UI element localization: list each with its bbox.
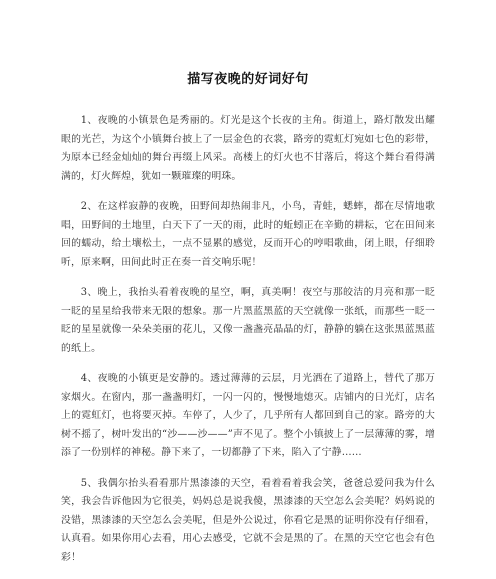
paragraph-4: 4、夜晚的小镇更是安静的。透过薄薄的云层，月光洒在了道路上，替代了那万家烟火。在窗内，那一盏盏明灯，一闪一闪的，慢慢地熄灭。店铺内的日光灯，店名上的霓虹灯，也将要灭掉。车停了，人少了，几乎所有人都回到自己的家。路旁的大树不摇了，树叶发出的“沙——沙——”声不见了。整个小镇披上了一层薄薄的雾，增添了一份别样的神秘。静下来了，一切都静了下来，陷入了宁静……: [61, 373, 435, 458]
paragraph-1: 1、夜晚的小镇景色是秀丽的。灯光是这个长夜的主角。街道上，路灯散发出耀眼的光芒，为这个小镇舞台披上了一层金色的衣裳，路旁的霓虹灯宛如七色的彩带，为原本已经金灿灿的舞台再缀上风采。高楼上的灯火也不甘落后，将这个舞台看得满满的，灯火辉煌，犹如一颗璀璨的明珠。: [61, 115, 435, 182]
paragraph-3: 3、晚上，我抬头看着夜晚的星空，啊，真美啊！夜空与那皎洁的月亮和那一眨一眨的星星给我带来无限的想象。那一片黑蓝黑蓝的天空就像一张纸，而那些一眨一眨的星星就像一朵朵美丽的花儿，又像一盏盏亮晶晶的灯，静静的躺在这张黑蓝黑蓝的纸上。: [61, 287, 435, 354]
document-body: [61, 112, 435, 579]
paragraph-2: 2、在这样寂静的夜晚，田野间却热闹非凡，小鸟，青蛙，蟋蟀，都在尽情地歌唱，田野间的土地里，白天下了一天的雨，此时的蚯蚓正在辛勤的耕耘，它在田间来回的蠕动，给土壤松土，一点不显累的感觉，反而开心的哼唱歌曲，闭上眼，仔细聆听，原来啊，田间此时正在奏一首交响乐呢！: [61, 201, 435, 268]
paragraph-5: 5、我偶尔抬头看看那片黑漆漆的天空，看着看着我会笑，爸爸总爱问我为什么笑，我会告诉他因为它很美，妈妈总是说我傻，黑漆漆的天空怎么会美呢？妈妈说的没错，黑漆漆的天空怎么会美呢，但是外公说过，你看它是黑的证明你没有仔细看，认真看。如果你用心去看，用心去感受，它就不会是黑的了。在黑的天空它也会有色彩！: [61, 477, 435, 563]
document-title: 描写夜晚的好词好句: [187, 72, 309, 87]
